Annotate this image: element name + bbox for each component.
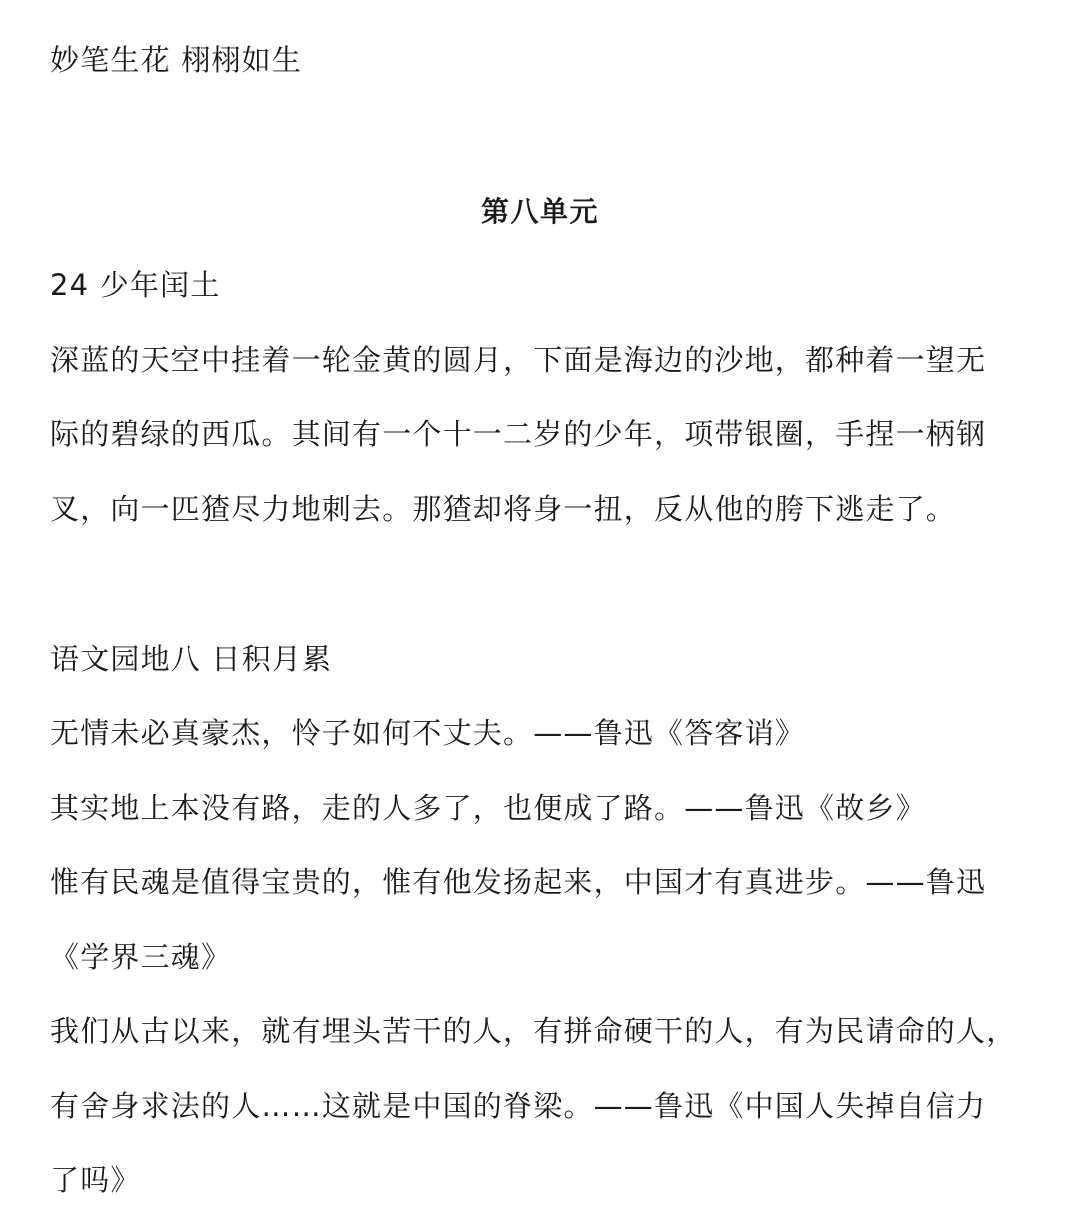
passage-line: 叉，向一匹猹尽力地刺去。那猹却将身一扭，反从他的胯下逃走了。 [50, 492, 957, 526]
lesson-title: 24 少年闰土 [50, 268, 221, 302]
quote-line: 惟有民魂是值得宝贵的，惟有他发扬起来，中国才有真进步。——鲁迅 [50, 865, 987, 899]
quote-line: 其实地上本没有路，走的人多了，也便成了路。——鲁迅《故乡》 [50, 791, 926, 825]
quote-line: 有舍身求法的人……这就是中国的脊梁。——鲁迅《中国人失掉自信力 [50, 1089, 987, 1123]
section-title: 妙笔生花 栩栩如生 [50, 43, 303, 77]
garden-title: 语文园地八 日积月累 [50, 642, 333, 676]
passage-line: 深蓝的天空中挂着一轮金黄的圆月，下面是海边的沙地，都种着一望无 [50, 343, 987, 377]
quote-line: 无情未必真豪杰，怜子如何不丈夫。——鲁迅《答客诮》 [50, 716, 806, 750]
passage-line: 际的碧绿的西瓜。其间有一个十一二岁的少年，项带银圈，手捏一柄钢 [50, 417, 987, 451]
unit-heading: 第八单元 [480, 195, 599, 228]
quote-line: 《学界三魂》 [50, 940, 232, 974]
quote-line: 了吗》 [50, 1163, 141, 1197]
quote-line: 我们从古以来，就有埋头苦干的人，有拼命硬干的人，有为民请命的人， [50, 1014, 1017, 1048]
